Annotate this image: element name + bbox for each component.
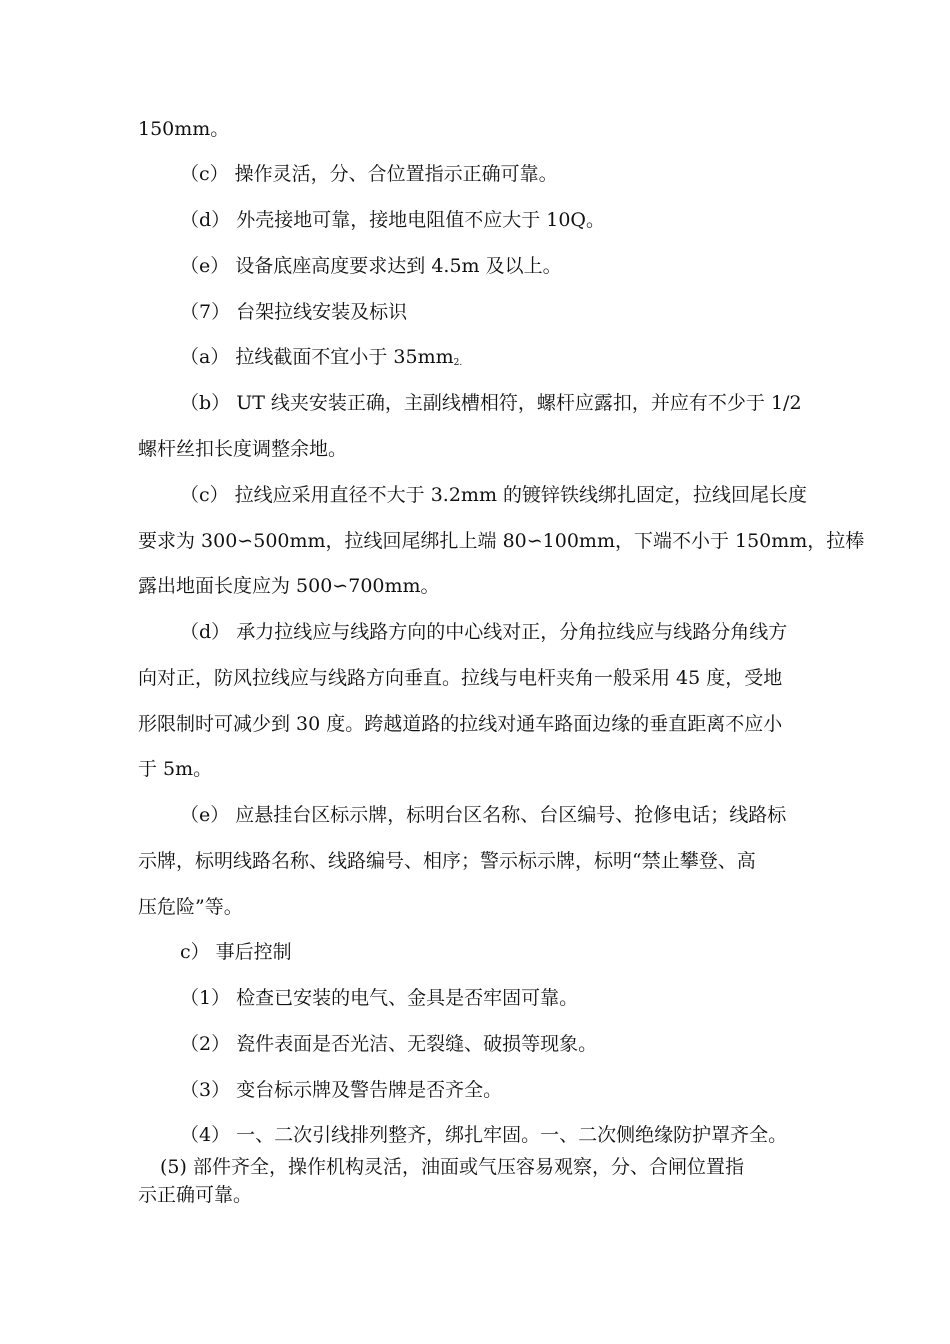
text-line: （4） 一、二次引线排列整齐，绑扎牢固。一、二次侧绝缘防护罩齐全。 bbox=[180, 1124, 788, 1146]
subscript: 2. bbox=[453, 358, 463, 368]
text-line: （d） 承力拉线应与线路方向的中心线对正，分角拉线应与线路分角线方 bbox=[180, 621, 788, 643]
text-line: （e） 应悬挂台区标示牌，标明台区名称、台区编号、抢修电话；线路标 bbox=[180, 804, 787, 826]
text-line: （d） 外壳接地可靠，接地电阻值不应大于 10Q。 bbox=[180, 209, 605, 231]
text-line bbox=[180, 346, 462, 374]
text-line: （1） 检查已安装的电气、金具是否牢固可靠。 bbox=[180, 987, 579, 1009]
text-line: 示正确可靠。 bbox=[138, 1184, 253, 1206]
text-line: 压危险”等。 bbox=[138, 896, 243, 918]
text-line: （c） 拉线应采用直径不大于 3.2mm 的镀锌铁线绑扎固定，拉线回尾长度 bbox=[180, 484, 808, 506]
text-line: c） 事后控制 bbox=[180, 941, 292, 963]
text-line: 要求为 300∽500mm，拉线回尾绑扎上端 80∽100mm，下端不小于 150mm，拉棒 bbox=[138, 530, 865, 552]
text-line: 于 5m。 bbox=[138, 758, 213, 780]
text-line: （e） 设备底座高度要求达到 4.5m 及以上。 bbox=[180, 255, 562, 277]
text-line: （2） 瓷件表面是否光洁、无裂缝、破损等现象。 bbox=[180, 1033, 598, 1055]
text-line: 150mm。 bbox=[138, 118, 230, 140]
text-line: （b） UT 线夹安装正确，主副线槽相符，螺杆应露扣，并应有不少于 1/2 bbox=[180, 392, 802, 414]
text-line: 螺杆丝扣长度调整余地。 bbox=[138, 438, 348, 460]
text-line: （3） 变台标示牌及警告牌是否齐全。 bbox=[180, 1079, 503, 1101]
text-line: （c） 操作灵活，分、合位置指示正确可靠。 bbox=[180, 163, 558, 185]
text-line: (5) 部件齐全，操作机构灵活，油面或气压容易观察，分、合闸位置指 bbox=[160, 1156, 744, 1178]
text-line: 向对正，防风拉线应与线路方向垂直。拉线与电杆夹角一般采用 45 度，受地 bbox=[138, 667, 783, 689]
text-line: 形限制时可减少到 30 度。跨越道路的拉线对通车路面边缘的垂直距离不应小 bbox=[138, 713, 783, 735]
text-main: （a） 拉线截面不宜小于 35mm bbox=[180, 346, 454, 368]
text-line: 露出地面长度应为 500∽700mm。 bbox=[138, 575, 440, 597]
text-line: （7） 台架拉线安装及标识 bbox=[180, 301, 408, 323]
text-line: 示牌，标明线路名称、线路编号、相序；警示标示牌，标明“禁止攀登、高 bbox=[138, 850, 756, 872]
